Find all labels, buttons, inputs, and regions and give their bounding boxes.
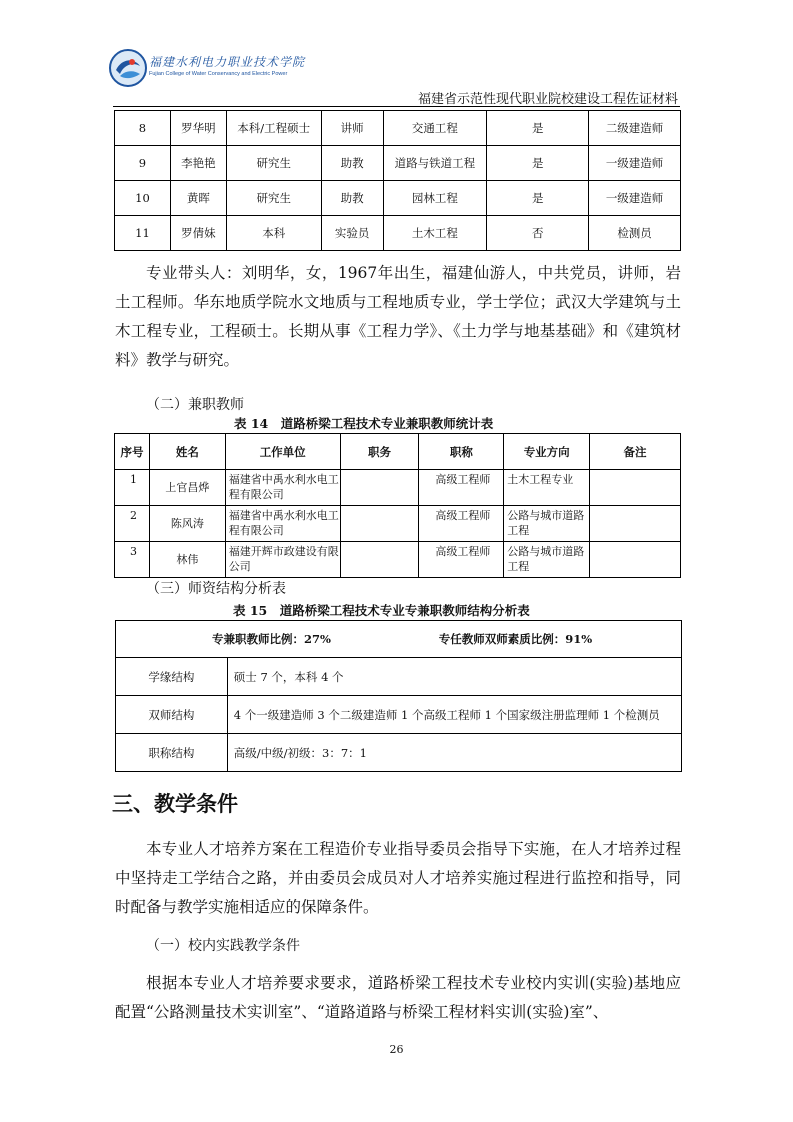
header-divider: [113, 106, 680, 107]
cell-certificate: 检测员: [589, 216, 681, 251]
cell-title: 实验员: [321, 216, 383, 251]
cell-name: 黄晖: [170, 181, 226, 216]
header-name: 姓名: [149, 434, 225, 470]
cell-title: 高级工程师: [419, 542, 504, 578]
cell-index: 11: [115, 216, 171, 251]
cell-certificate: 一级建造师: [589, 181, 681, 216]
cell-name: 罗华明: [170, 111, 226, 146]
header-remarks: 备注: [590, 434, 681, 470]
cell-value: 硕士 7 个，本科 4 个: [227, 658, 681, 696]
cell-title: 高级工程师: [419, 506, 504, 542]
cell-certificate: 二级建造师: [589, 111, 681, 146]
cell-name: 林伟: [149, 542, 225, 578]
cell-name: 李艳艳: [170, 146, 226, 181]
table-row: [116, 734, 682, 772]
part-time-teacher-table: [114, 433, 681, 578]
cell-value: 高级/中级/初级：3：7：1: [227, 734, 681, 772]
cell-position: [340, 506, 419, 542]
page-number: 26: [389, 1043, 404, 1056]
document-header-title: 福建省示范性现代职业院校建设工程佐证材料: [417, 92, 678, 107]
cell-position: [340, 470, 419, 506]
dual-qualified-ratio: 专任教师双师素质比例：91%: [438, 632, 593, 646]
header-position: 职务: [340, 434, 419, 470]
section-heading-teaching-conditions: 三、教学条件: [112, 792, 238, 816]
cell-certificate: 一级建造师: [589, 146, 681, 181]
header-employer: 工作单位: [225, 434, 340, 470]
table15-caption: 表 15 道路桥梁工程技术专业专兼职教师结构分析表: [233, 603, 530, 618]
cell-title: 助教: [321, 181, 383, 216]
cell-employer: 福建省中禹水利水电工程有限公司: [225, 470, 340, 506]
cell-specialty: 土木工程专业: [504, 470, 590, 506]
teaching-conditions-paragraph: 本专业人才培养方案在工程造价专业指导委员会指导下实施，在人才培养过程中坚持走工学结合之路，并由委员会成员对人才培养实施过程进行监控和指导，同时配备与教学实施相适应的保障条件。: [115, 840, 681, 916]
cell-index: 10: [115, 181, 171, 216]
cell-major: 园林工程: [383, 181, 487, 216]
section-faculty-structure: （三）师资结构分析表: [146, 581, 286, 597]
header-title: 职称: [419, 434, 504, 470]
cell-specialty: 公路与城市道路工程: [504, 506, 590, 542]
cell-education: 研究生: [226, 181, 321, 216]
cell-remarks: [590, 506, 681, 542]
cell-value: 4 个一级建造师 3 个二级建造师 1 个高级工程师 1 个国家级注册监理师 1 个检测员: [227, 696, 681, 734]
cell-title: 讲师: [321, 111, 383, 146]
cell-major: 交通工程: [383, 111, 487, 146]
faculty-structure-table: [115, 620, 682, 772]
table-row: [115, 506, 681, 542]
cell-title: 高级工程师: [419, 470, 504, 506]
cell-category: 职称结构: [116, 734, 228, 772]
cell-index: 9: [115, 146, 171, 181]
cell-dual: 是: [487, 146, 589, 181]
table-row: [115, 146, 681, 181]
table-header-row: [116, 621, 682, 658]
cell-position: [340, 542, 419, 578]
table14-caption: 表 14 道路桥梁工程技术专业兼职教师统计表: [234, 416, 494, 431]
table-header-row: [115, 434, 681, 470]
cell-index: 3: [115, 542, 150, 578]
practice-paragraph: 根据本专业人才培养要求要求，道路桥梁工程技术专业校内实训(实验)基地应配置“公路测量技术实训室”、“道路道路与桥梁工程材料实训(实验)室”、: [115, 974, 681, 1021]
leader-paragraph: 专业带头人：刘明华，女，1967年出生，福建仙游人，中共党员，讲师，岩土工程师。华东地质学院水文地质与工程地质专业，学士学位；武汉大学建筑与土木工程专业，工程硕士。长期从事《工程力学》、《土力学与地基基础》和《建筑材料》教学与研究。: [115, 264, 681, 369]
header-specialty: 专业方向: [504, 434, 590, 470]
cell-name: 陈风涛: [149, 506, 225, 542]
cell-major: 土木工程: [383, 216, 487, 251]
table-row: [115, 181, 681, 216]
cell-remarks: [590, 542, 681, 578]
cell-specialty: 公路与城市道路工程: [504, 542, 590, 578]
section-campus-practice: （一）校内实践教学条件: [146, 938, 300, 954]
college-name: 福建水利电力职业技术学院: [149, 55, 306, 69]
header-index: 序号: [115, 434, 150, 470]
cell-employer: 福建开辉市政建设有限公司: [225, 542, 340, 578]
part-time-ratio: 专兼职教师比例：27%: [212, 632, 331, 646]
cell-dual: 是: [487, 181, 589, 216]
teacher-table-continued: [114, 110, 681, 251]
ratio-summary-cell: [116, 621, 682, 658]
cell-education: 本科: [226, 216, 321, 251]
cell-title: 助教: [321, 146, 383, 181]
college-emblem-icon: [108, 48, 148, 88]
table-row: [116, 658, 682, 696]
table-row: [115, 111, 681, 146]
cell-major: 道路与铁道工程: [383, 146, 487, 181]
cell-dual: 否: [487, 216, 589, 251]
section-part-time-teachers: （二）兼职教师: [146, 397, 244, 413]
cell-index: 2: [115, 506, 150, 542]
cell-index: 8: [115, 111, 171, 146]
cell-index: 1: [115, 470, 150, 506]
cell-education: 本科/工程硕士: [226, 111, 321, 146]
cell-name: 罗倩妹: [170, 216, 226, 251]
cell-remarks: [590, 470, 681, 506]
table-row: [115, 216, 681, 251]
table-row: [115, 542, 681, 578]
cell-dual: 是: [487, 111, 589, 146]
cell-name: 上官昌烨: [149, 470, 225, 506]
college-english-name: Fujian College of Water Conservancy and Electric Power: [149, 71, 288, 77]
cell-category: 双师结构: [116, 696, 228, 734]
cell-employer: 福建省中禹水利水电工程有限公司: [225, 506, 340, 542]
cell-education: 研究生: [226, 146, 321, 181]
cell-category: 学缘结构: [116, 658, 228, 696]
table-row: [116, 696, 682, 734]
table-row: [115, 470, 681, 506]
